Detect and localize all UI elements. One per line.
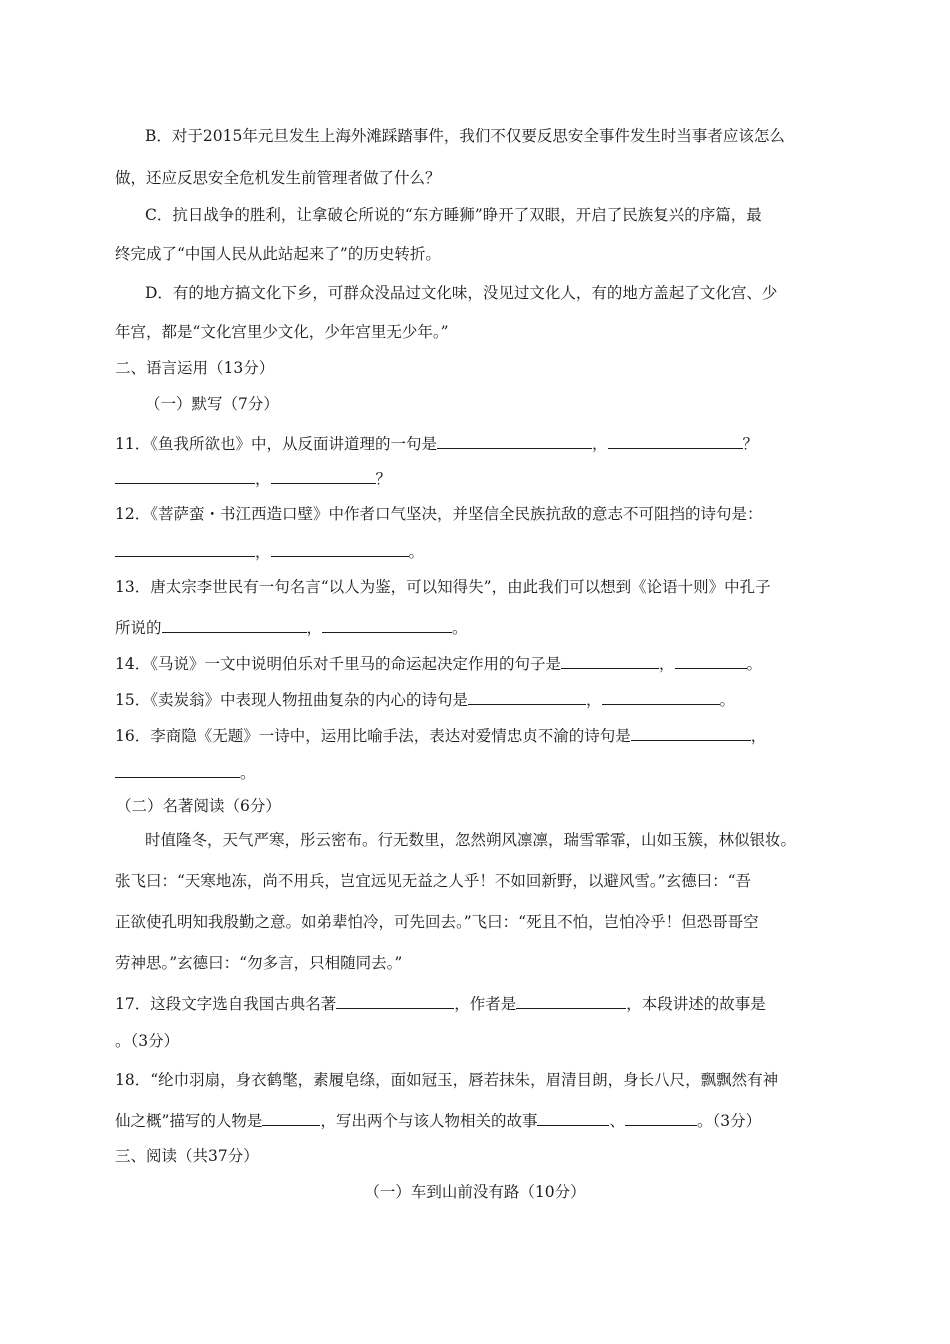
- option-d-line-2: 年宫，都是“文化宫里少文化，少年宫里无少年。”: [115, 323, 449, 341]
- question-18-score: 。（3分）: [696, 1112, 762, 1130]
- answer-blank[interactable]: [115, 540, 255, 557]
- period: 。: [240, 764, 256, 782]
- separator: 、: [609, 1112, 625, 1130]
- period: 。: [746, 655, 763, 673]
- comma: ，: [255, 543, 271, 561]
- question-11-line-2: [115, 467, 391, 489]
- answer-blank[interactable]: [625, 1109, 697, 1126]
- question-mark: ？: [375, 470, 392, 488]
- answer-blank[interactable]: [271, 540, 409, 557]
- answer-blank[interactable]: [675, 652, 747, 669]
- answer-blank[interactable]: [516, 992, 626, 1009]
- comma: ，: [750, 727, 767, 745]
- question-18-text: ，写出两个与该人物相关的故事: [320, 1112, 538, 1130]
- question-15: [115, 688, 735, 710]
- subsection-1-heading: （一）默写（7分）: [145, 395, 279, 413]
- question-16-line-1: [115, 724, 766, 746]
- question-11-line-1: [115, 432, 758, 454]
- question-17-line-2: 。（3分）: [115, 1032, 180, 1050]
- answer-blank[interactable]: [468, 688, 586, 705]
- question-18-text: 仙之概”描写的人物是: [115, 1112, 263, 1130]
- answer-blank[interactable]: [631, 724, 751, 741]
- section-2-heading: 二、语言运用（13分）: [115, 359, 275, 377]
- answer-blank[interactable]: [115, 467, 255, 484]
- option-c-line-2: 终完成了“中国人民从此站起来了”的历史转折。: [115, 245, 441, 263]
- question-12-line-1: 12．《菩萨蛮・书江西造口壁》中作者口气坚决，并坚信全民族抗敌的意志不可阻挡的诗句是：: [115, 505, 763, 523]
- answer-blank[interactable]: [115, 761, 240, 778]
- answer-blank[interactable]: [271, 467, 376, 484]
- question-14-text: 14．《马说》一文中说明伯乐对千里马的命运起决定作用的句子是: [115, 655, 561, 673]
- question-13-line-1: 13．唐太宗李世民有一句名言“以人为鉴，可以知得失”，由此我们可以想到《论语十则》中孔子: [115, 578, 771, 596]
- passage-line-2: 张飞曰：“天寒地冻，尚不用兵，岂宜远见无益之人乎！不如回新野，以避风雪。”玄德曰：“吾: [115, 872, 752, 890]
- question-14: [115, 652, 762, 674]
- answer-blank[interactable]: [537, 1109, 609, 1126]
- reading-title: （一）车到山前没有路（10分）: [364, 1183, 586, 1201]
- section-3-heading: 三、阅读（共37分）: [115, 1147, 259, 1165]
- question-15-text: 15．《卖炭翁》中表现人物扭曲复杂的内心的诗句是: [115, 691, 468, 709]
- answer-blank[interactable]: [437, 432, 592, 449]
- passage-line-3: 正欲使孔明知我殷勤之意。如弟辈怕冷，可先回去。”飞曰：“死且不怕，岂怕冷乎！但恐哥哥空: [115, 913, 759, 931]
- comma: ，: [591, 435, 608, 453]
- period: 。: [719, 691, 736, 709]
- answer-blank[interactable]: [561, 652, 659, 669]
- answer-blank[interactable]: [162, 616, 307, 633]
- question-11-text: 11．《鱼我所欲也》中，从反面讲道理的一句是: [115, 435, 437, 453]
- option-d-line-1: D．有的地方搞文化下乡，可群众没品过文化味，没见过文化人，有的地方盖起了文化宫、少: [145, 284, 778, 302]
- question-17-line-1: [115, 992, 766, 1014]
- option-b-line-1: B．对于2015年元旦发生上海外滩踩踏事件，我们不仅要反思安全事件发生时当事者应该怎么: [145, 127, 785, 145]
- question-18-line-1: 18．“纶巾羽扇，身衣鹤氅，素履皂绦，面如冠玉，唇若抹朱，眉清目朗，身长八尺，飘飘然有神: [115, 1071, 779, 1089]
- question-17-text: ，本段讲述的故事是: [626, 995, 766, 1013]
- answer-blank[interactable]: [608, 432, 743, 449]
- answer-blank[interactable]: [336, 992, 454, 1009]
- question-13-line-2: [115, 616, 468, 638]
- answer-blank[interactable]: [322, 616, 452, 633]
- comma: ，: [255, 470, 271, 488]
- period: 。: [452, 619, 468, 637]
- comma: ，: [585, 691, 602, 709]
- comma: ，: [658, 655, 675, 673]
- passage-line-1: 时值隆冬，天气严寒，彤云密布。行无数里，忽然朔风凛凛，瑞雪霏霏，山如玉簇，林似银妆。: [145, 831, 797, 849]
- question-16-text: 16．李商隐《无题》一诗中，运用比喻手法，表达对爱情忠贞不渝的诗句是: [115, 727, 631, 745]
- comma: ，: [306, 619, 323, 637]
- question-16-line-2: [115, 761, 256, 783]
- question-18-line-2: [115, 1109, 761, 1131]
- answer-blank[interactable]: [602, 688, 720, 705]
- question-13-text: 所说的: [115, 619, 162, 637]
- question-12-line-2: [115, 540, 424, 562]
- question-17-text: 17．这段文字选自我国古典名著: [115, 995, 337, 1013]
- passage-line-4: 劳神思。”玄德曰：“勿多言，只相随同去。”: [115, 954, 403, 972]
- period: 。: [408, 543, 425, 561]
- answer-blank[interactable]: [262, 1109, 320, 1126]
- question-17-text: ，作者是: [454, 995, 517, 1013]
- option-c-line-1: C．抗日战争的胜利，让拿破仑所说的“东方睡狮”睁开了双眼，开启了民族复兴的序篇，最: [145, 206, 762, 224]
- subsection-2-heading: （二）名著阅读（6分）: [116, 797, 281, 815]
- question-mark: ？: [742, 435, 759, 453]
- option-b-line-2: 做，还应反思安全危机发生前管理者做了什么？: [115, 169, 441, 187]
